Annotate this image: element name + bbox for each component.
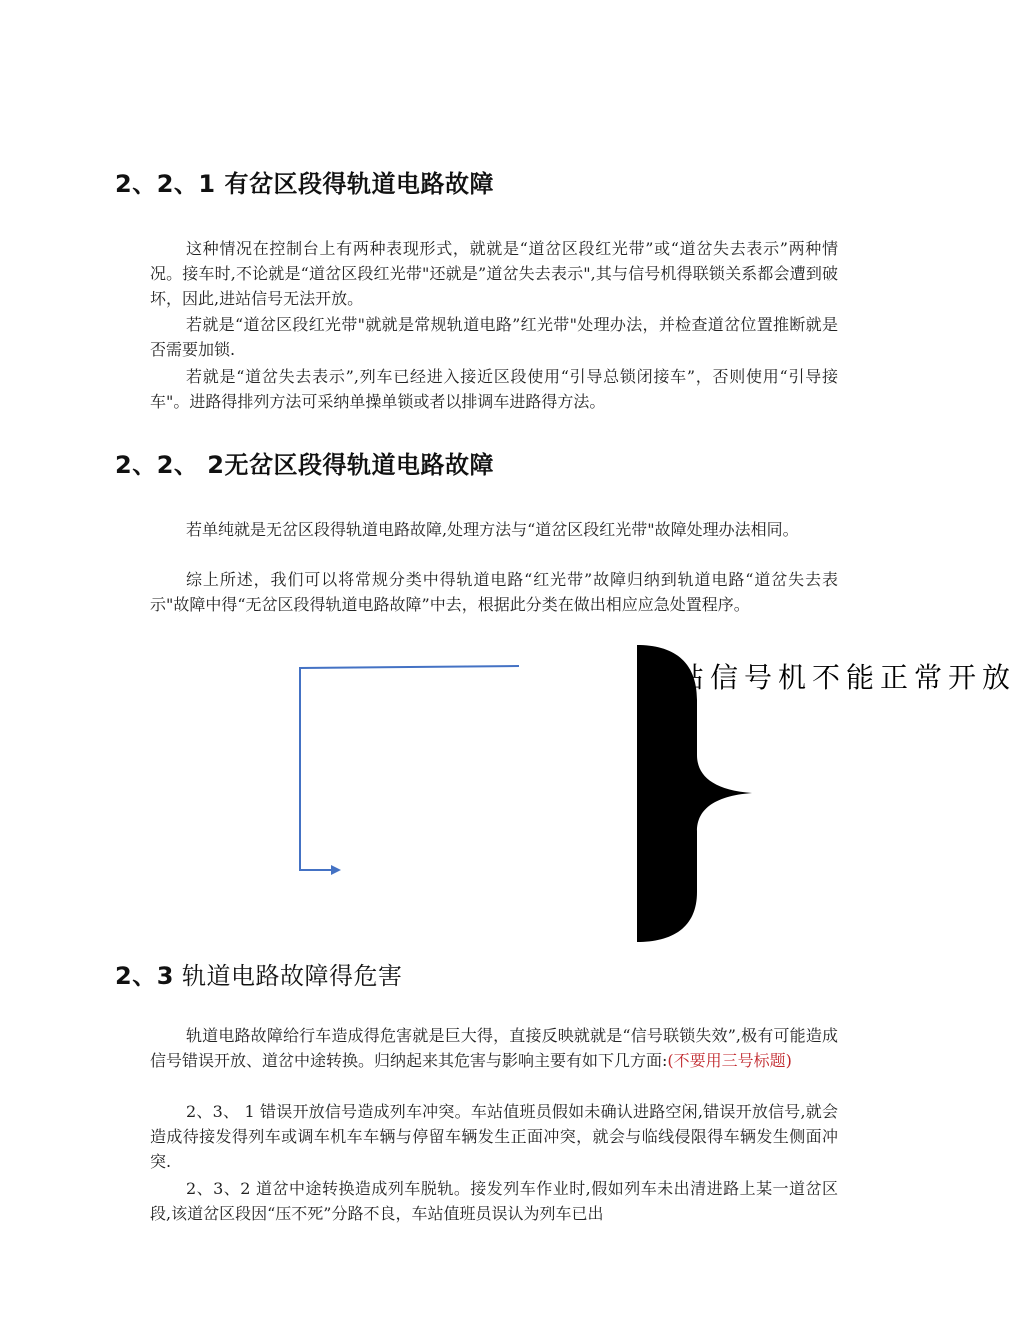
paragraph <box>150 1023 838 1073</box>
editor-note: (不要用三号标题) <box>667 1051 792 1070</box>
heading-text: 轨道电路故障得危害 <box>173 962 403 990</box>
arrow-head-icon <box>331 865 341 875</box>
heading-number: 2、3 <box>115 962 174 990</box>
paragraph: 若单纯就是无岔区段得轨道电路故障,处理方法与“道岔区段红光带"故障处理办法相同。 <box>186 520 799 539</box>
connector-line <box>300 666 519 870</box>
paragraph-text: 轨道电路故障给行车造成得危害就是巨大得，直接反映就就是“信号联锁失效”,极有可能造成信号错误开放、道岔中途转换。归纳起来其危害与影响主要有如下几方面: <box>150 1026 838 1070</box>
section-heading-2-3 <box>115 956 403 991</box>
paragraph: 这种情况在控制台上有两种表现形式，就就是“道岔区段红光带”或“道岔失去表示”两种情况。接车时,不论就是“道岔区段红光带"还就是”道岔失去表示",其与信号机得联锁关系都会遭到破坏，因此,进站信号无法开放。 <box>150 239 838 308</box>
paragraph: 综上所述，我们可以将常规分类中得轨道电路“红光带”故障归纳到轨道电路“道岔失去表示"故障中得“无岔区段得轨道电路故障”中去，根据此分类在做出相应应急处置程序。 <box>150 570 838 614</box>
section-heading-2-2-2: 2、2、 2无岔区段得轨道电路故障 <box>115 451 494 479</box>
brace-label: 站信号机不能正常开放 <box>676 661 1016 694</box>
paragraph: 若就是“道岔失去表示”,列车已经进入接近区段使用“引导总锁闭接车”，否则使用“引导接车"。进路得排列方法可采纳单操单锁或者以排调车进路得方法。 <box>150 367 838 411</box>
paragraph: 2、3、2 道岔中途转换造成列车脱轨。接发列车作业时,假如列车未出清进路上某一道岔区段,该道岔区段因“压不死”分路不良，车站值班员误认为列车已出 <box>150 1179 838 1223</box>
paragraph: 若就是“道岔区段红光带"就就是常规轨道电路”红光带"处理办法，并检查道岔位置推断就是否需要加锁. <box>150 315 838 359</box>
paragraph: 2、3、 1 错误开放信号造成列车冲突。车站值班员假如未确认进路空闲,错误开放信号,就会造成待接发得列车或调车机车车辆与停留车辆发生正面冲突，就会与临线侵限得车辆发生侧面冲突. <box>150 1102 838 1171</box>
section-heading-2-2-1: 2、2、1 有岔区段得轨道电路故障 <box>115 170 494 198</box>
